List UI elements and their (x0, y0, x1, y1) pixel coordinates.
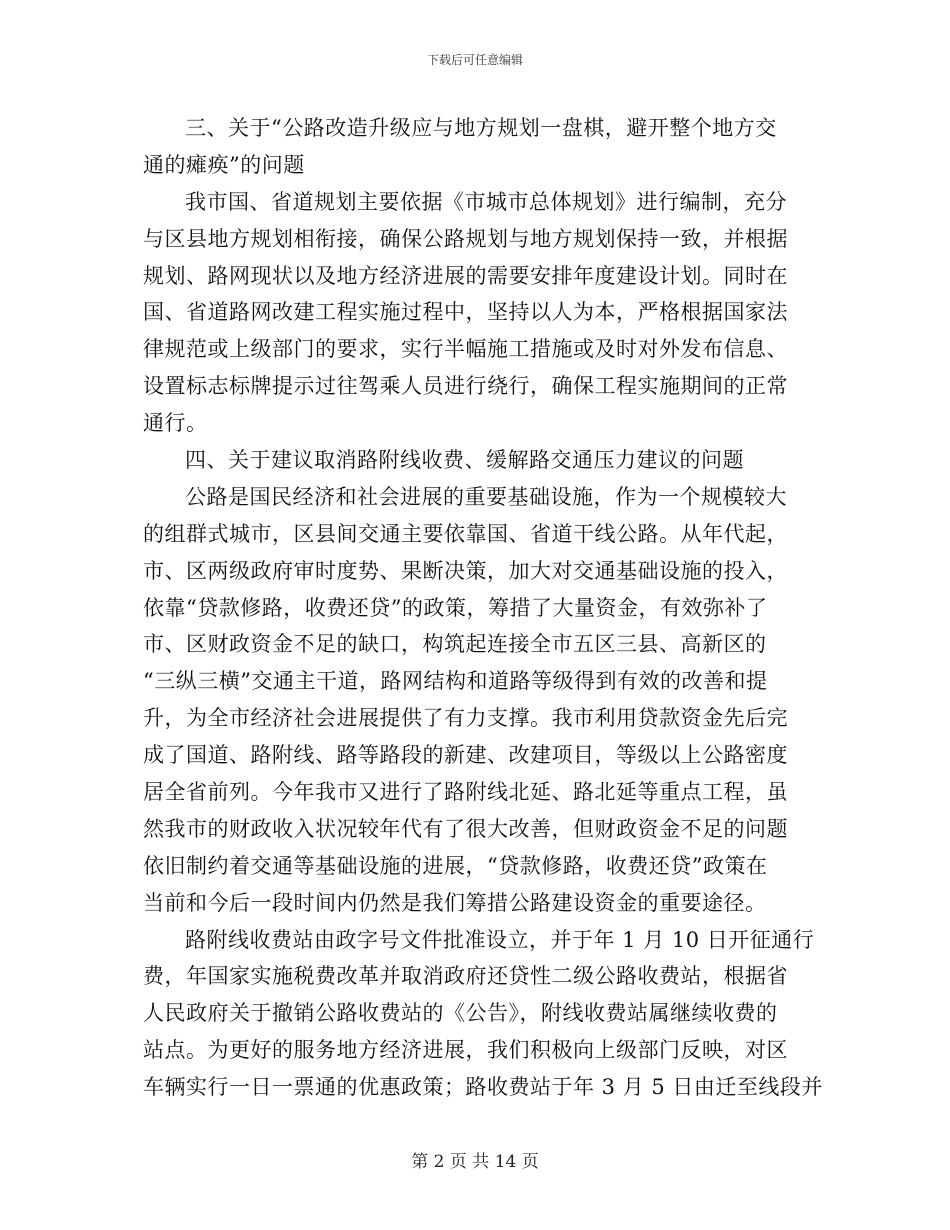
paragraph-line: 当前和今后一段时间内仍然是我们筹措公路建设资金的重要途径。 (143, 890, 767, 915)
paragraph-line: 公路是国民经济和社会进展的重要基础设施，作为一个规模较大 (185, 484, 787, 509)
paragraph-line: 与区县地方规划相衔接，确保公路规划与地方规划保持一致，并根据 (143, 226, 788, 251)
paragraph-line: 的组群式城市，区县间交通主要依靠国、省道干线公路。从年代起， (143, 521, 788, 546)
page-header-note: 下载后可任意编辑 (426, 53, 523, 67)
paragraph-line: 市、区两级政府审时度势、果断决策，加大对交通基础设施的投入， (143, 558, 788, 583)
paragraph-line: 设置标志标牌提示过往驾乘人员进行绕行，确保工程实施期间的正常 (143, 374, 788, 399)
document-body (143, 110, 823, 1106)
paragraph-line: 规划、路网现状以及地方经济进展的需要安排年度建设计划。同时在 (143, 263, 788, 288)
paragraph-line: 升，为全市经济社会进展提供了有力支撑。我市利用贷款资金先后完 (143, 706, 788, 731)
paragraph-line: 站点。为更好的服务地方经济进展，我们积极向上级部门反映，对区 (143, 1038, 788, 1063)
paragraph-line: 依靠“贷款修路，收费还贷”的政策，筹措了大量资金，有效弥补了 (143, 595, 768, 620)
paragraph-line: “三纵三横”交通主干道，路网结构和道路等级得到有效的改善和提 (143, 669, 768, 694)
paragraph-line: 我市国、省道规划主要依据《市城市总体规划》进行编制，充分 (185, 189, 787, 214)
paragraph-line: 费，年国家实施税费改革并取消政府还贷性二级公路收费站，根据省 (143, 964, 788, 989)
paragraph-line: 依旧制约着交通等基础设施的进展，“贷款修路，收费还贷”政策在 (143, 853, 768, 878)
paragraph-line: 路附线收费站由政字号文件批准设立，并于年 1 月 10 日开征通行 (185, 927, 815, 952)
paragraph-line: 成了国道、路附线、路等路段的新建、改建项目，等级以上公路密度 (143, 743, 788, 768)
section-heading-3: 三、关于“公路改造升级应与地方规划一盘棋，避开整个地方交 (185, 116, 777, 140)
paragraph-line: 然我市的财政收入状况较年代有了很大改善，但财政资金不足的问题 (143, 816, 788, 841)
paragraph-line: 国、省道路网改建工程实施过程中，坚持以人为本，严格根据国家法 (143, 300, 788, 325)
paragraph-line: 律规范或上级部门的要求，实行半幅施工措施或及时对外发布信息、 (143, 337, 788, 362)
paragraph-line: 市、区财政资金不足的缺口，构筑起连接全市五区三县、高新区的 (143, 632, 767, 657)
page-number: 第 2 页 共 14 页 (411, 1152, 539, 1172)
paragraph-line: 车辆实行一日一票通的优惠政策；路收费站于年 3 月 5 日由迁至线段并 (143, 1075, 823, 1100)
paragraph-line: 人民政府关于撤销公路收费站的《公告》，附线收费站属继续收费的 (143, 1001, 778, 1026)
section-heading-4: 四、关于建议取消路附线收费、缓解路交通压力建议的问题 (185, 448, 744, 473)
section-heading-3-continued: 通的瘫痪”的问题 (143, 152, 305, 177)
paragraph-line: 居全省前列。今年我市又进行了路附线北延、路北延等重点工程，虽 (143, 780, 788, 805)
paragraph-line: 通行。 (143, 411, 208, 436)
